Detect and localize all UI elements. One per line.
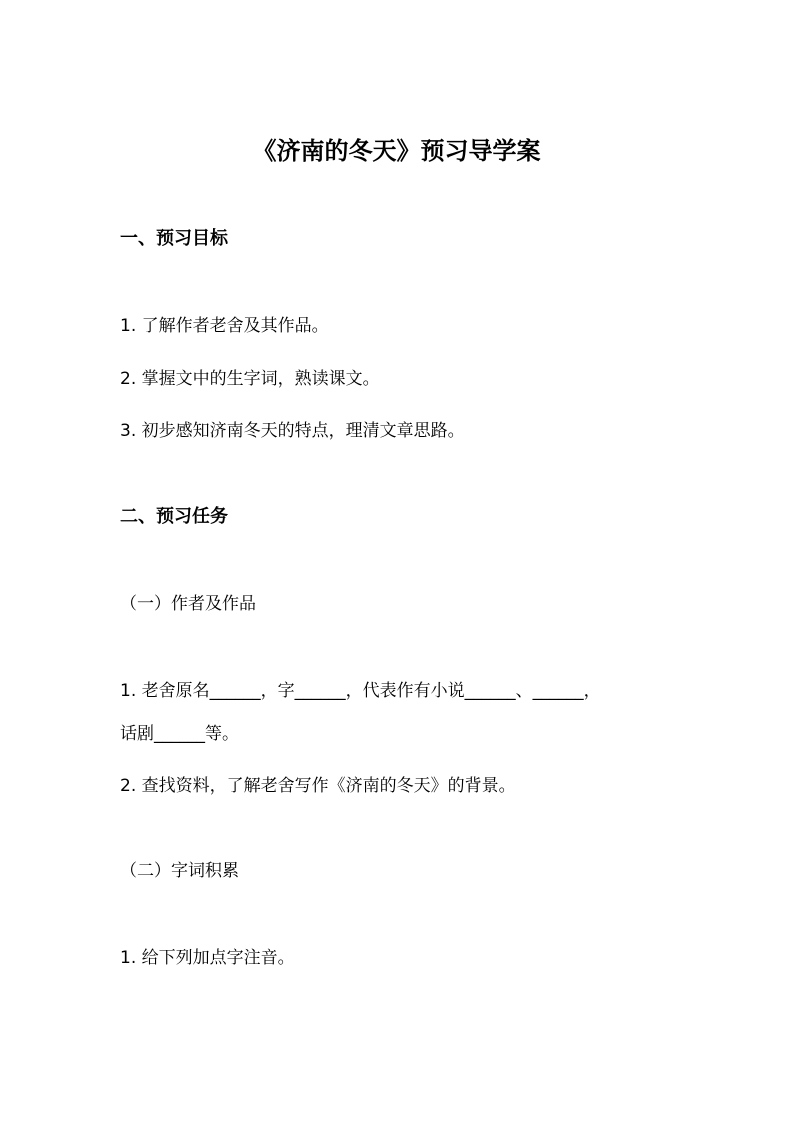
section-heading-goals: 一、预习目标 [120, 228, 228, 249]
goal-item-3: 3. 初步感知济南冬天的特点，理清文章思路。 [120, 421, 465, 441]
task-vocab-item-1: 1. 给下列加点字注音。 [120, 948, 295, 968]
task-author-item-1-line-2: 话剧______等。 [120, 724, 239, 744]
goal-item-1: 1. 了解作者老舍及其作品。 [120, 316, 329, 336]
task-author-item-1-line-1: 1. 老舍原名______，字______，代表作有小说______、______， [120, 681, 601, 701]
section-heading-tasks: 二、预习任务 [120, 506, 228, 527]
subheading-author-works: （一）作者及作品 [120, 594, 256, 614]
subheading-vocabulary: （二）字词积累 [120, 861, 239, 881]
task-author-item-2: 2. 查找资料，了解老舍写作《济南的冬天》的背景。 [120, 776, 516, 796]
document-title: 《济南的冬天》预习导学案 [252, 137, 541, 165]
goal-item-2: 2. 掌握文中的生字词，熟读课文。 [120, 369, 380, 389]
